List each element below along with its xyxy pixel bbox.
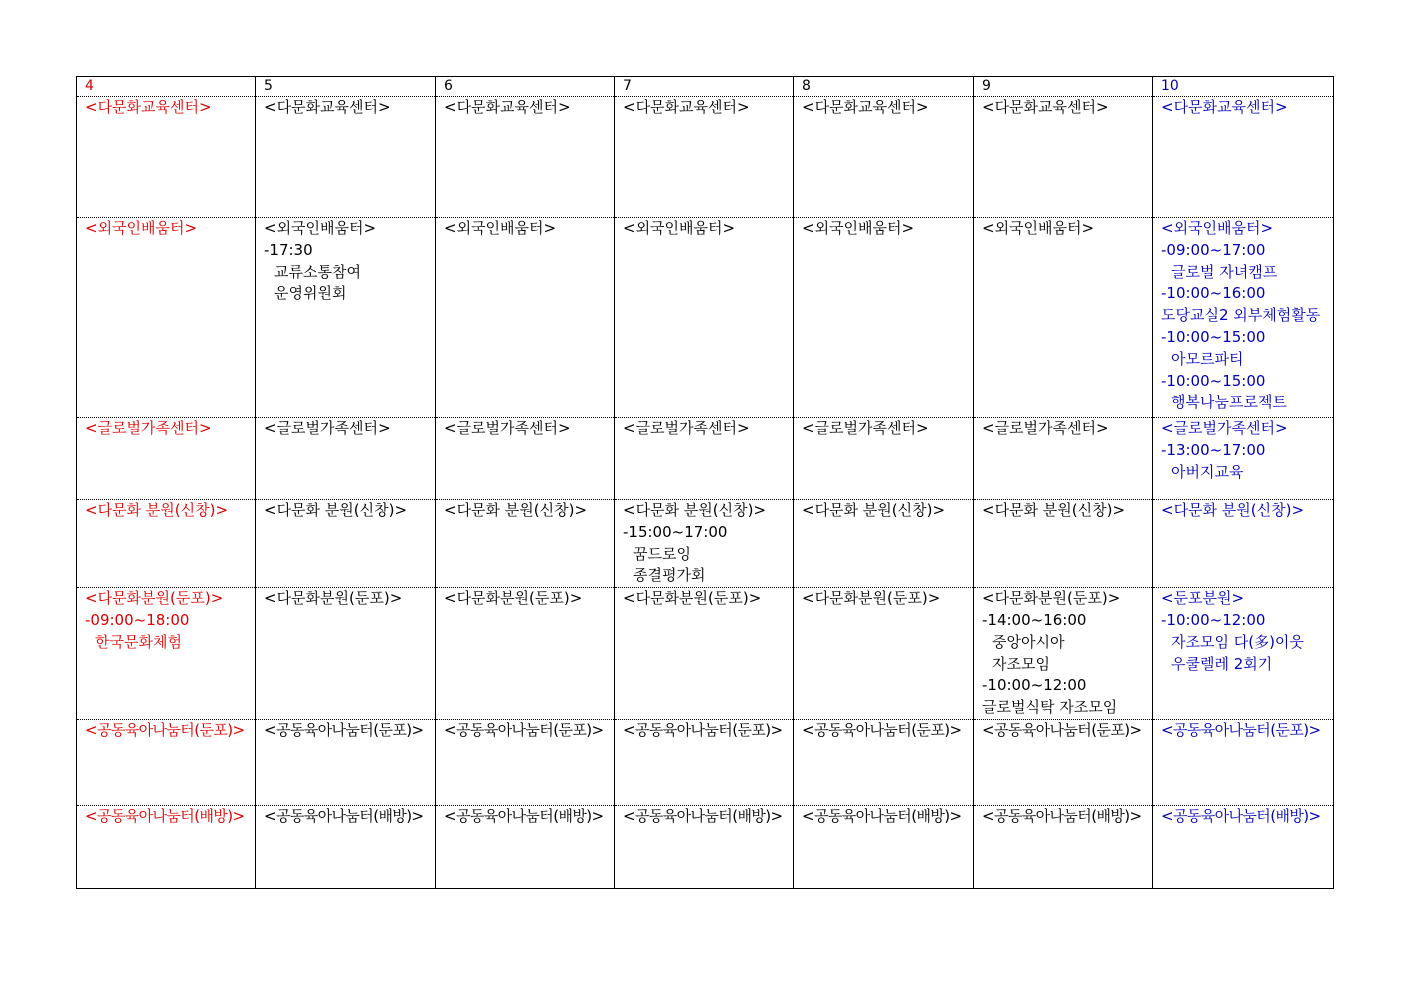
facility-label: <공동육아나눔터(둔포)> bbox=[1161, 720, 1321, 739]
schedule-cell-fri bbox=[974, 97, 1153, 218]
event-title: 교류소통참여 bbox=[274, 262, 361, 281]
schedule-cell-fri bbox=[974, 805, 1153, 888]
event-time: -15:00~17:00 bbox=[623, 522, 728, 541]
schedule-cell-sun bbox=[77, 588, 256, 720]
event-title: 운영위원회 bbox=[274, 284, 347, 303]
schedule-cell-tue bbox=[436, 588, 615, 720]
date-cell-sun: 4 bbox=[77, 77, 256, 97]
facility-label: <다문화 분원(신창)> bbox=[85, 501, 229, 519]
facility-label: <다문화 분원(신창)> bbox=[982, 501, 1126, 519]
event-title: 우쿨렐레 2회기 bbox=[1171, 654, 1273, 673]
schedule-cell-sat bbox=[1153, 97, 1334, 218]
date-cell-tue: 6 bbox=[436, 77, 615, 97]
facility-label: <공동육아나눔터(둔포)> bbox=[623, 720, 783, 739]
facility-label: <다문화 분원(신창)> bbox=[623, 501, 767, 519]
schedule-cell-mon bbox=[256, 218, 436, 418]
schedule-cell-wed bbox=[615, 97, 794, 218]
schedule-cell-sat bbox=[1153, 588, 1334, 720]
facility-label: <외국인배움터> bbox=[1161, 219, 1274, 237]
schedule-cell-wed bbox=[615, 719, 794, 805]
schedule-cell-thu bbox=[794, 500, 974, 588]
event-time: -13:00~17:00 bbox=[1161, 440, 1266, 459]
date-cell-fri: 9 bbox=[974, 77, 1153, 97]
event-time: -10:00~16:00 bbox=[1161, 284, 1266, 303]
schedule-cell-fri bbox=[974, 418, 1153, 500]
schedule-row-childcare-baebang bbox=[77, 805, 1334, 888]
event-title: 중앙아시아 bbox=[992, 632, 1065, 651]
schedule-row-branch-dunpo bbox=[77, 588, 1334, 720]
facility-label: <다문화 분원(신창)> bbox=[264, 501, 408, 519]
facility-label: <다문화분원(둔포)> bbox=[264, 589, 403, 608]
schedule-cell-tue bbox=[436, 97, 615, 218]
event-title: 글로벌식탁 자조모임 bbox=[982, 698, 1118, 717]
event-title: 글로벌 자녀캠프 bbox=[1171, 262, 1278, 281]
schedule-cell-sun bbox=[77, 719, 256, 805]
facility-label: <다문화교육센터> bbox=[982, 98, 1109, 116]
schedule-cell-sat bbox=[1153, 218, 1334, 418]
schedule-row-branch-sinchang bbox=[77, 500, 1334, 588]
facility-label: <공동육아나눔터(둔포)> bbox=[444, 720, 604, 739]
facility-label: <다문화분원(둔포)> bbox=[444, 589, 583, 608]
date-cell-thu: 8 bbox=[794, 77, 974, 97]
facility-label: <다문화분원(둔포)> bbox=[982, 589, 1121, 608]
facility-label: <다문화분원(둔포)> bbox=[623, 589, 762, 608]
schedule-cell-thu bbox=[794, 588, 974, 720]
schedule-cell-sat bbox=[1153, 500, 1334, 588]
schedule-row-multicultural-edu bbox=[77, 97, 1334, 218]
event-title: 행복나눔프로젝트 bbox=[1171, 393, 1287, 412]
schedule-cell-mon bbox=[256, 719, 436, 805]
schedule-cell-tue bbox=[436, 418, 615, 500]
schedule-cell-wed bbox=[615, 500, 794, 588]
facility-label: <둔포분원> bbox=[1161, 589, 1245, 608]
event-title: 한국문화체험 bbox=[95, 632, 182, 651]
schedule-row-global-family bbox=[77, 418, 1334, 500]
schedule-cell-thu bbox=[794, 805, 974, 888]
facility-label: <외국인배움터> bbox=[623, 219, 736, 237]
facility-label: <공동육아나눔터(배방)> bbox=[982, 806, 1142, 825]
schedule-calendar bbox=[76, 76, 1334, 889]
event-time: -10:00~12:00 bbox=[982, 676, 1087, 695]
facility-label: <다문화분원(둔포)> bbox=[802, 589, 941, 608]
event-title: 자조모임 bbox=[992, 654, 1050, 673]
facility-label: <다문화교육센터> bbox=[85, 98, 212, 116]
schedule-cell-fri bbox=[974, 588, 1153, 720]
event-time: -17:30 bbox=[264, 240, 313, 259]
facility-label: <외국인배움터> bbox=[802, 219, 915, 237]
facility-label: <다문화교육센터> bbox=[1161, 98, 1288, 116]
date-cell-mon: 5 bbox=[256, 77, 436, 97]
facility-label: <다문화 분원(신창)> bbox=[1161, 501, 1305, 519]
facility-label: <외국인배움터> bbox=[444, 219, 557, 237]
event-title: 도당교실2 외부체험활동 bbox=[1161, 306, 1321, 325]
schedule-cell-sun bbox=[77, 97, 256, 218]
event-time: -09:00~18:00 bbox=[85, 610, 190, 629]
facility-label: <공동육아나눔터(둔포)> bbox=[85, 720, 245, 739]
facility-label: <공동육아나눔터(배방)> bbox=[264, 806, 424, 825]
schedule-row-foreigner-learning bbox=[77, 218, 1334, 418]
schedule-cell-fri bbox=[974, 719, 1153, 805]
schedule-cell-sat bbox=[1153, 805, 1334, 888]
facility-label: <공동육아나눔터(둔포)> bbox=[982, 720, 1142, 739]
facility-label: <글로벌가족센터> bbox=[982, 419, 1109, 437]
schedule-cell-tue bbox=[436, 218, 615, 418]
facility-label: <외국인배움터> bbox=[85, 219, 198, 237]
facility-label: <외국인배움터> bbox=[982, 219, 1095, 237]
facility-label: <글로벌가족센터> bbox=[264, 419, 391, 437]
facility-label: <다문화교육센터> bbox=[444, 98, 571, 116]
facility-label: <공동육아나눔터(배방)> bbox=[802, 806, 962, 825]
schedule-cell-tue bbox=[436, 805, 615, 888]
schedule-cell-wed bbox=[615, 418, 794, 500]
date-cell-wed: 7 bbox=[615, 77, 794, 97]
facility-label: <공동육아나눔터(배방)> bbox=[1161, 806, 1321, 825]
facility-label: <글로벌가족센터> bbox=[623, 419, 750, 437]
event-time: -10:00~15:00 bbox=[1161, 327, 1266, 346]
schedule-cell-wed bbox=[615, 805, 794, 888]
facility-label: <공동육아나눔터(배방)> bbox=[444, 806, 604, 825]
schedule-cell-mon bbox=[256, 805, 436, 888]
schedule-cell-mon bbox=[256, 97, 436, 218]
event-title: 종결평가회 bbox=[633, 566, 706, 585]
facility-label: <글로벌가족센터> bbox=[802, 419, 929, 437]
event-time: -10:00~12:00 bbox=[1161, 610, 1266, 629]
facility-label: <외국인배움터> bbox=[264, 219, 377, 237]
facility-label: <글로벌가족센터> bbox=[85, 419, 212, 437]
facility-label: <공동육아나눔터(배방)> bbox=[623, 806, 783, 825]
facility-label: <공동육아나눔터(둔포)> bbox=[264, 720, 424, 739]
facility-label: <다문화 분원(신창)> bbox=[802, 501, 946, 519]
facility-label: <글로벌가족센터> bbox=[1161, 419, 1288, 437]
schedule-cell-wed bbox=[615, 588, 794, 720]
schedule-cell-thu bbox=[794, 418, 974, 500]
event-title: 아모르파티 bbox=[1171, 349, 1244, 368]
event-title: 아버지교육 bbox=[1171, 462, 1244, 481]
schedule-cell-sat bbox=[1153, 719, 1334, 805]
date-header-row bbox=[77, 77, 1334, 97]
facility-label: <다문화 분원(신창)> bbox=[444, 501, 588, 519]
event-time: -09:00~17:00 bbox=[1161, 240, 1266, 259]
schedule-cell-thu bbox=[794, 97, 974, 218]
facility-label: <다문화교육센터> bbox=[623, 98, 750, 116]
event-title: 자조모임 다(多)이웃 bbox=[1171, 632, 1304, 651]
event-time: -14:00~16:00 bbox=[982, 610, 1087, 629]
facility-label: <다문화교육센터> bbox=[264, 98, 391, 116]
schedule-cell-sun bbox=[77, 418, 256, 500]
schedule-cell-mon bbox=[256, 500, 436, 588]
schedule-cell-mon bbox=[256, 418, 436, 500]
event-title: 꿈드로잉 bbox=[633, 544, 691, 563]
schedule-cell-sun bbox=[77, 500, 256, 588]
schedule-cell-tue bbox=[436, 500, 615, 588]
schedule-cell-sat bbox=[1153, 418, 1334, 500]
date-cell-sat: 10 bbox=[1153, 77, 1334, 97]
facility-label: <다문화교육센터> bbox=[802, 98, 929, 116]
facility-label: <다문화분원(둔포)> bbox=[85, 589, 224, 608]
schedule-row-childcare-dunpo bbox=[77, 719, 1334, 805]
schedule-cell-thu bbox=[794, 719, 974, 805]
facility-label: <공동육아나눔터(둔포)> bbox=[802, 720, 962, 739]
schedule-cell-thu bbox=[794, 218, 974, 418]
schedule-cell-wed bbox=[615, 218, 794, 418]
schedule-cell-fri bbox=[974, 500, 1153, 588]
facility-label: <글로벌가족센터> bbox=[444, 419, 571, 437]
schedule-cell-fri bbox=[974, 218, 1153, 418]
schedule-cell-sun bbox=[77, 805, 256, 888]
event-time: -10:00~15:00 bbox=[1161, 371, 1266, 390]
schedule-cell-mon bbox=[256, 588, 436, 720]
facility-label: <공동육아나눔터(배방)> bbox=[85, 806, 245, 825]
schedule-cell-tue bbox=[436, 719, 615, 805]
schedule-cell-sun bbox=[77, 218, 256, 418]
